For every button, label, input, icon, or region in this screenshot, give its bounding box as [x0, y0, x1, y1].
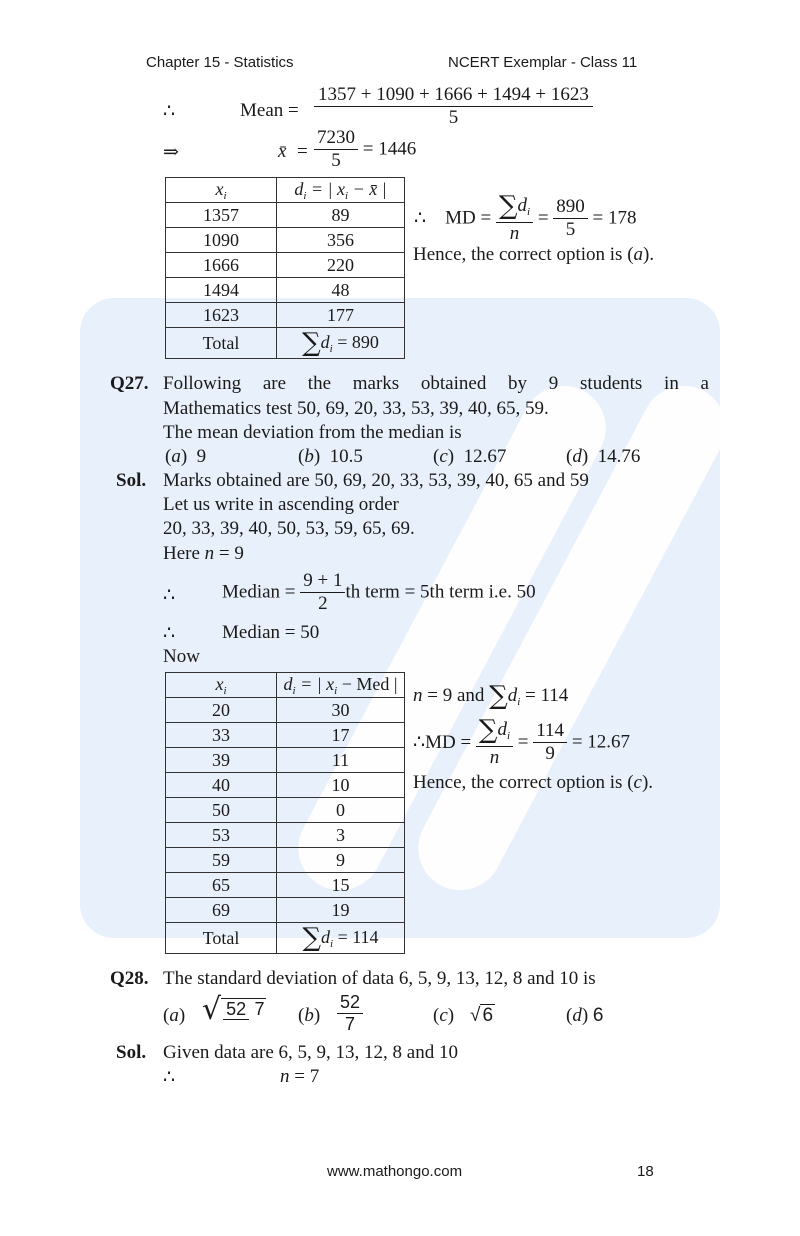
xbar-denominator: 5	[331, 149, 341, 171]
cell-deviation: 10	[277, 773, 405, 798]
cell-x: 59	[166, 848, 277, 873]
col-header-x: $x_i$	[166, 178, 277, 203]
cell-x: 50	[166, 798, 277, 823]
q28-line1: The standard deviation of data 6, 5, 9, 13, 12, 8 and 10 is	[163, 968, 596, 989]
col-header-d: $d_i$ = | $x_i$ − x̄ |	[277, 178, 405, 203]
cell-deviation: 15	[277, 873, 405, 898]
table-row	[166, 698, 405, 723]
page-number: 18	[637, 1163, 654, 1180]
cell-x: 1666	[166, 253, 277, 278]
cell-x: 20	[166, 698, 277, 723]
cell-deviation: 0	[277, 798, 405, 823]
table-row	[166, 848, 405, 873]
q27-option-c: (c) 12.67	[433, 446, 507, 467]
median-calc: Median = $\frac{9 + 1}{2}$ th term = 5th term i.e. 50	[222, 570, 536, 614]
table-row	[166, 898, 405, 923]
cell-x: 39	[166, 748, 277, 773]
total-label: Total	[166, 328, 277, 359]
cell-deviation: 11	[277, 748, 405, 773]
cell-x: 1494	[166, 278, 277, 303]
sol27-line2: Let us write in ascending order	[163, 494, 399, 515]
cell-deviation: 9	[277, 848, 405, 873]
md-calc-median: ∴MD = $\frac{\sum d_i}{n}$ = $\frac{114}{9}$ = 12.67	[413, 715, 631, 768]
cell-deviation: 30	[277, 698, 405, 723]
cell-x: 40	[166, 773, 277, 798]
xbar-numerator: 7230	[314, 127, 358, 150]
cell-deviation: 356	[277, 228, 405, 253]
implies-symbol: ⇒	[163, 142, 179, 163]
conclusion-q27: Hence, the correct option is (c).	[413, 772, 654, 793]
solution-label-27: Sol.	[116, 470, 147, 491]
q27-line1: Following are the marks obtained by 9 students in a	[163, 373, 709, 394]
q28-option-c: (c)	[433, 1005, 455, 1026]
conclusion-prev: Hence, the correct option is (a).	[413, 244, 655, 265]
table-header-row	[166, 673, 405, 698]
solution-label-28: Sol.	[116, 1042, 147, 1063]
total-label: Total	[166, 923, 277, 954]
total-value: $\sum d_i = 890$	[277, 328, 405, 359]
mean-label: Mean =	[240, 100, 299, 121]
deviation-table-median	[165, 672, 405, 954]
col-header-x: $x_i$	[166, 673, 277, 698]
cell-deviation: 177	[277, 303, 405, 328]
mean-numerator: 1357 + 1090 + 1666 + 1494 + 1623	[314, 84, 593, 107]
table-row	[166, 278, 405, 303]
table-row	[166, 773, 405, 798]
q27-line3: The mean deviation from the median is	[163, 422, 462, 443]
q28-option-d: (d) 6	[566, 1005, 604, 1026]
q27-option-d: (d) 14.76	[566, 446, 641, 467]
cell-x: 1090	[166, 228, 277, 253]
therefore-symbol: ∴	[163, 623, 176, 644]
q27-line2: Mathematics test 50, 69, 20, 33, 53, 39, 40, 65, 59.	[163, 398, 549, 419]
cell-deviation: 3	[277, 823, 405, 848]
cell-x: 53	[166, 823, 277, 848]
mean-fraction	[314, 84, 593, 129]
therefore-symbol: ∴	[163, 1067, 176, 1088]
table-total-row	[166, 328, 405, 359]
q28-option-a: (a)	[163, 1005, 186, 1026]
cell-deviation: 220	[277, 253, 405, 278]
sol27-line1: Marks obtained are 50, 69, 20, 33, 53, 39, 40, 65 and 59	[163, 470, 589, 491]
median-result: Median = 50	[222, 622, 320, 643]
xbar-fraction	[314, 127, 416, 172]
table-row	[166, 748, 405, 773]
question-label-q27: Q27.	[110, 373, 149, 394]
cell-x: 33	[166, 723, 277, 748]
question-label-q28: Q28.	[110, 968, 149, 989]
table-row	[166, 203, 405, 228]
equals-sign: =	[297, 141, 308, 162]
footer-website[interactable]: www.mathongo.com	[327, 1163, 463, 1180]
md-result: = 178	[592, 207, 637, 229]
q28-option-b-value: $\frac{52}{7}$	[337, 992, 363, 1034]
table-row	[166, 823, 405, 848]
xbar-result: = 1446	[362, 138, 417, 160]
table-row	[166, 723, 405, 748]
md-label: MD =	[445, 207, 492, 229]
table-row	[166, 253, 405, 278]
table-row	[166, 798, 405, 823]
table-row	[166, 303, 405, 328]
total-value: $\sum d_i = 114$	[277, 923, 405, 954]
book-header: NCERT Exemplar - Class 11	[448, 54, 638, 71]
therefore-symbol: ∴	[163, 585, 176, 606]
mean-denominator: 5	[448, 106, 459, 128]
q27-option-b: (b) 10.5	[298, 446, 363, 467]
now-label: Now	[163, 646, 200, 667]
xbar-label: x̄	[278, 141, 287, 162]
table-row	[166, 873, 405, 898]
sol27-line4: Here n = 9	[163, 543, 244, 564]
cell-x: 1357	[166, 203, 277, 228]
sol28-n-line: n = 7	[280, 1066, 320, 1087]
col-header-d: $d_i$ = | $x_i$ − Med |	[277, 673, 405, 698]
cell-x: 1623	[166, 303, 277, 328]
q28-option-b: (b)	[298, 1005, 321, 1026]
n-and-sum: n = 9 and $\sum d_i = 114$	[413, 681, 569, 711]
q28-option-a-value: √ 52 7	[202, 992, 265, 1027]
cell-x: 69	[166, 898, 277, 923]
q28-option-c-value: √ 6	[470, 1005, 494, 1026]
cell-deviation: 19	[277, 898, 405, 923]
therefore-symbol: ∴	[163, 101, 176, 122]
sol27-line3: 20, 33, 39, 40, 50, 53, 59, 65, 69.	[163, 518, 415, 539]
cell-deviation: 48	[277, 278, 405, 303]
table-row	[166, 228, 405, 253]
q27-option-a: (a) 9	[165, 446, 207, 467]
table-total-row	[166, 923, 405, 954]
sol28-line1: Given data are 6, 5, 9, 13, 12, 8 and 10	[163, 1042, 458, 1063]
chapter-header: Chapter 15 - Statistics	[146, 54, 294, 71]
table-header-row	[166, 178, 405, 203]
md-calc-mean: ∴ MD = $\frac{\sum d_i}{n}$ = $\frac{890}{5}$ = 178	[414, 191, 637, 244]
cell-x: 65	[166, 873, 277, 898]
deviation-table-mean	[165, 177, 405, 359]
cell-deviation: 89	[277, 203, 405, 228]
cell-deviation: 17	[277, 723, 405, 748]
